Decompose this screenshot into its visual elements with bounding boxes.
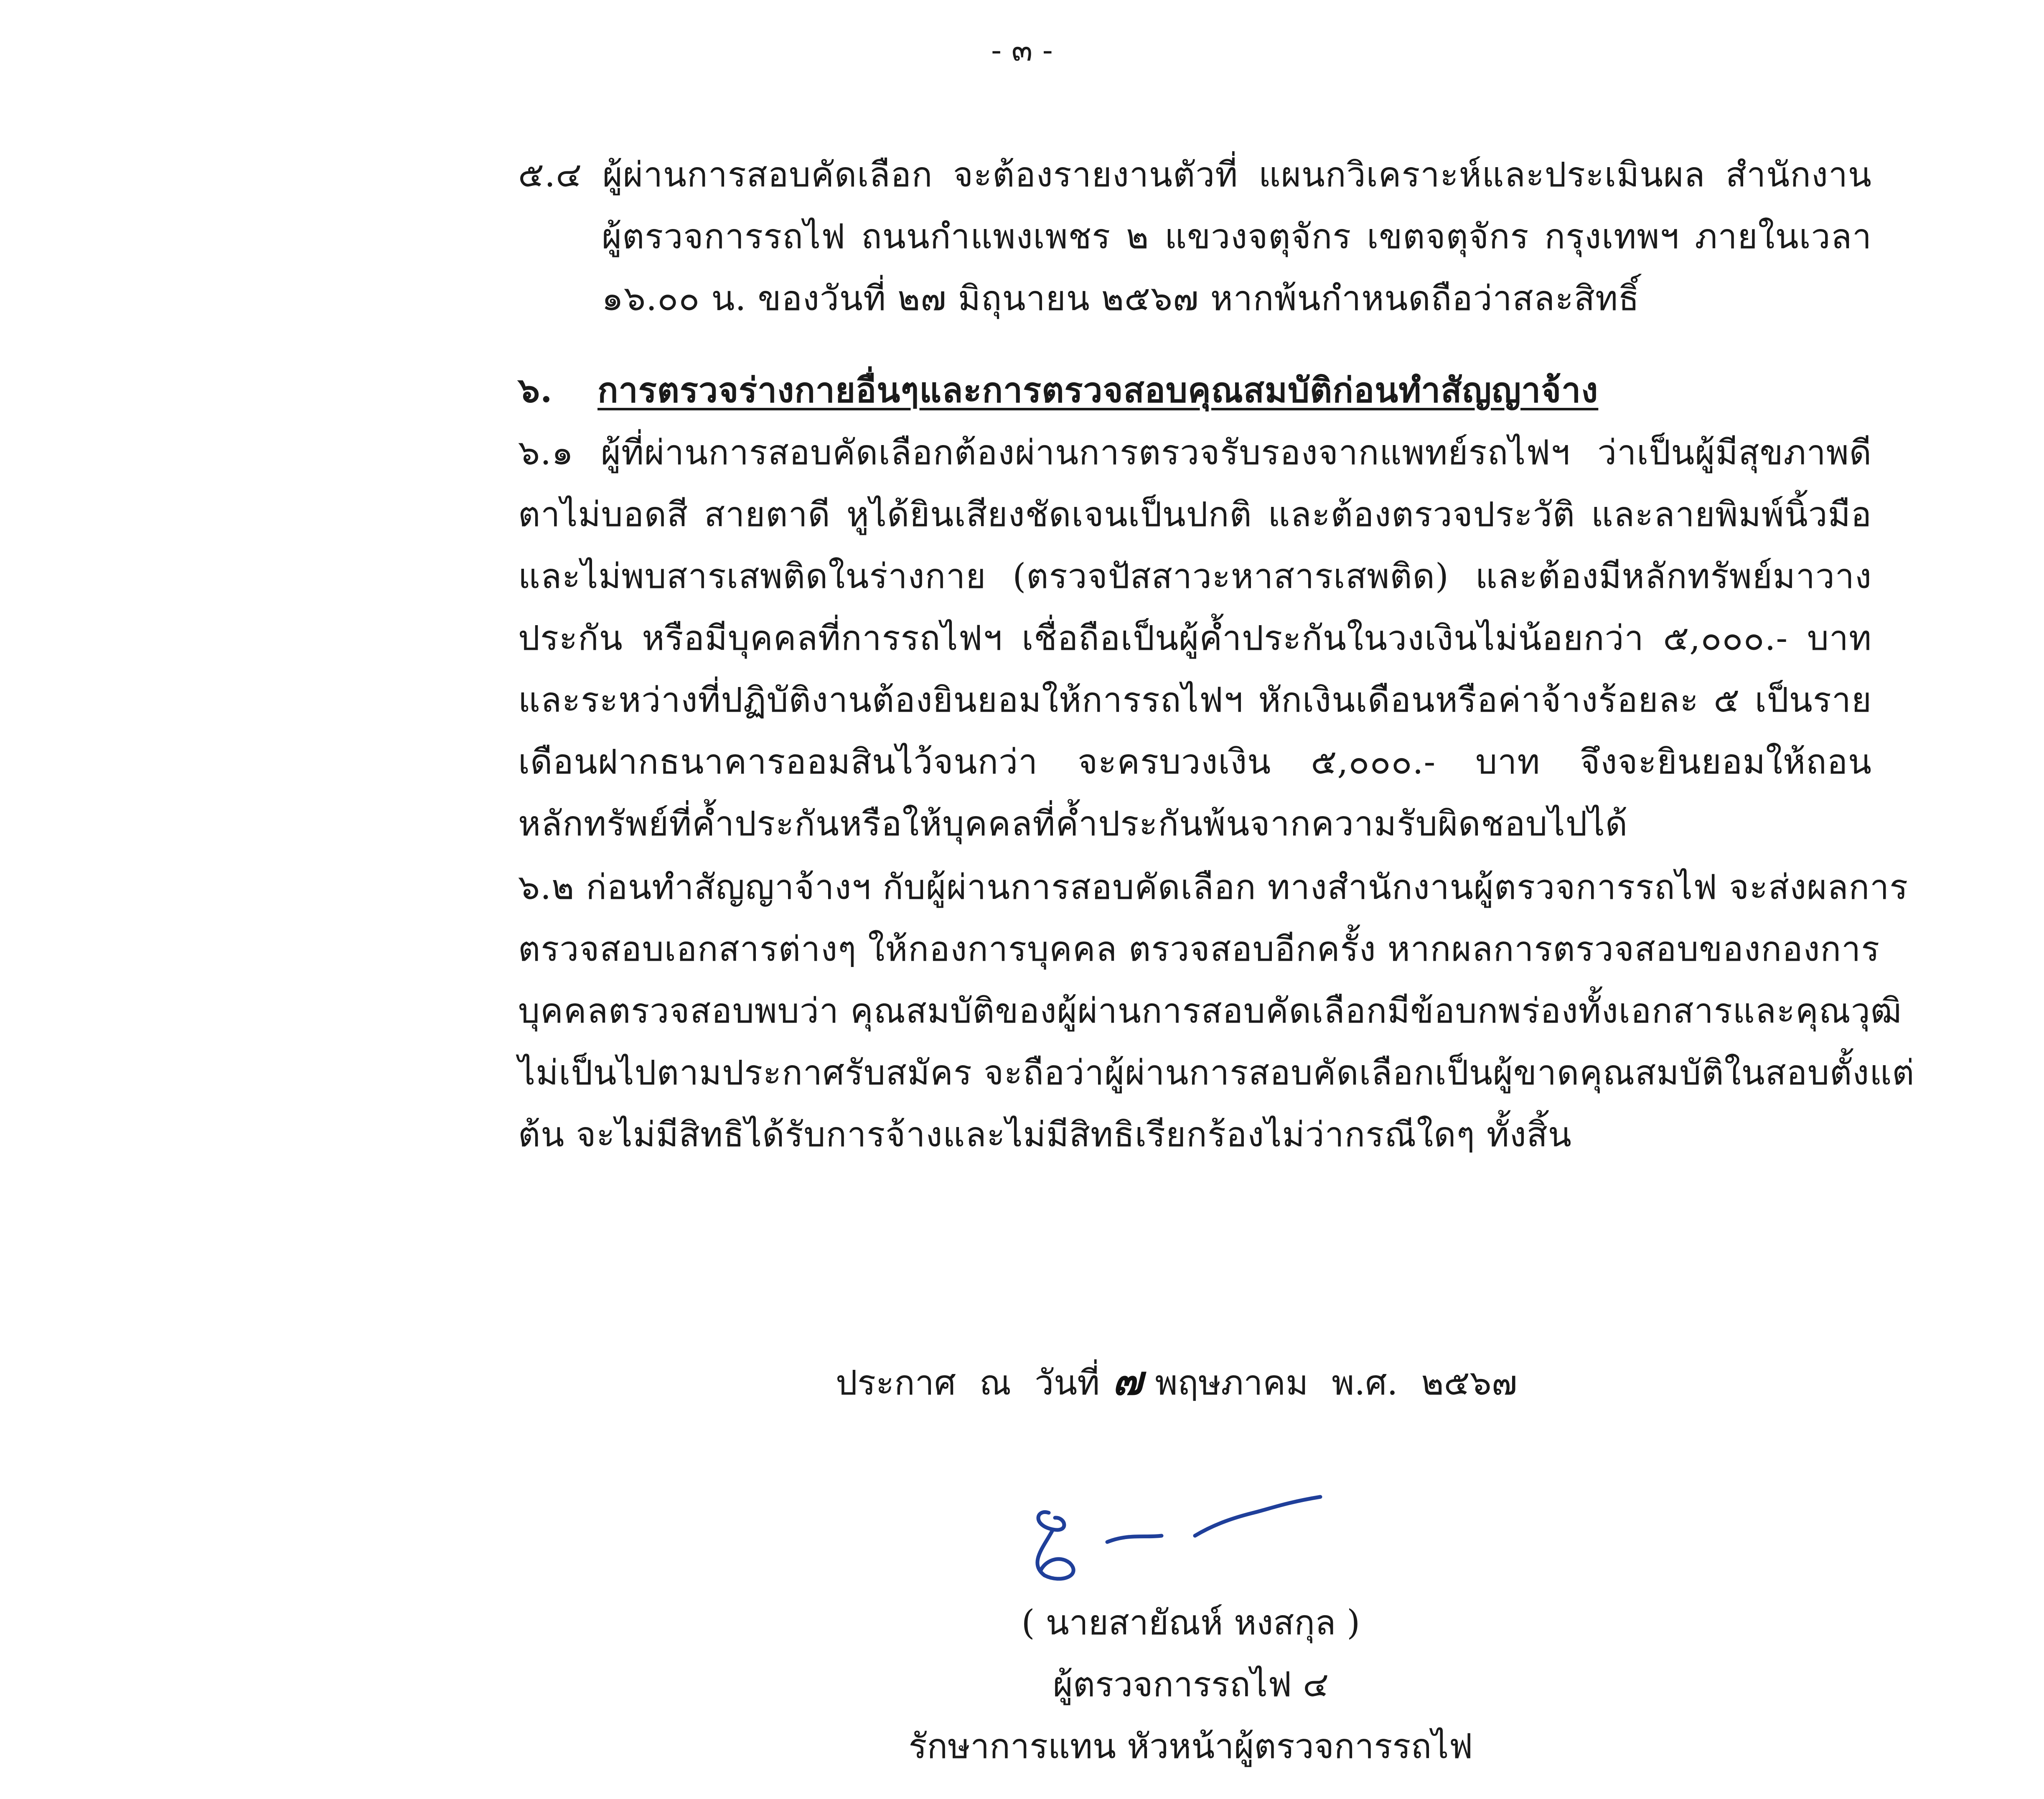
section-6-2-line-5: ต้น จะไม่มีสิทธิได้รับการจ้างและไม่มีสิทธิเรียกร้องไม่ว่ากรณีใดๆ ทั้งสิ้น [518, 1115, 1572, 1155]
section-6-1-line-5: และระหว่างที่ปฏิบัติงานต้องยินยอมให้การรถไฟฯ หักเงินเดือนหรือค่าจ้างร้อยละ ๕ เป็นราย [518, 680, 1872, 720]
section-6-2-line-4: ไม่เป็นไปตามประกาศรับสมัคร จะถือว่าผู้ผ่านการสอบคัดเลือกเป็นผู้ขาดคุณสมบัติในสอบตั้งแต่ [518, 1053, 1915, 1093]
section-6-2-line-1: ๖.๒ ก่อนทำสัญญาจ้างฯ กับผู้ผ่านการสอบคัดเลือก ทางสำนักงานผู้ตรวจการรถไฟ จะส่งผลการ [518, 868, 1909, 907]
section-6-number: ๖. [518, 370, 553, 410]
handwritten-signature [1019, 1479, 1354, 1605]
section-5-4-line-2: ผู้ตรวจการรถไฟ ถนนกำแพงเพชร ๒ แขวงจตุจักร เขตจตุจักร กรุงเทพฯ ภายในเวลา [602, 217, 1872, 257]
section-6-1-line-4: ประกัน หรือมีบุคคลที่การรถไฟฯ เชื่อถือเป็นผู้ค้ำประกันในวงเงินไม่น้อยกว่า ๕,๐๐๐.- บาท [518, 618, 1872, 658]
section-5-4 [518, 144, 1872, 330]
announcement-date [836, 1350, 1517, 1414]
section-6-1 [518, 422, 1872, 855]
signature-stroke-2 [1037, 1529, 1073, 1579]
section-5-4-line-1: ๕.๔ ผู้ผ่านการสอบคัดเลือก จะต้องรายงานตัวที่ แผนกวิเคราะห์และประเมินผล สำนักงาน [518, 155, 1872, 195]
section-5-4-line-3: ๑๖.๐๐ น. ของวันที่ ๒๗ มิถุนายน ๒๕๖๗ หากพ้นกำหนดถือว่าสละสิทธิ์ [602, 279, 1640, 318]
signer-name: ( นายสายัณห์ หงสกุล ) [1021, 1603, 1360, 1643]
announcement-suffix: พฤษภาคม พ.ศ. ๒๕๖๗ [1155, 1363, 1518, 1403]
section-6-1-line-7: หลักทรัพย์ที่ค้ำประกันหรือให้บุคคลที่ค้ำประกันพ้นจากความรับผิดชอบไปได้ [518, 804, 1628, 844]
signer-position: ผู้ตรวจการรถไฟ ๔ [1053, 1665, 1329, 1705]
section-6-2 [518, 857, 1915, 1166]
section-6-2-line-3: บุคคลตรวจสอบพบว่า คุณสมบัติของผู้ผ่านการสอบคัดเลือกมีข้อบกพร่องทั้งเอกสารและคุณวุฒิ [518, 991, 1902, 1031]
signer-acting-role: รักษาการแทน หัวหน้าผู้ตรวจการรถไฟ [908, 1727, 1473, 1766]
announcement-day-handwritten: ๗ [1112, 1357, 1143, 1404]
page-number: - ๓ - [991, 32, 1053, 68]
section-6-heading [518, 359, 1872, 421]
section-6-title: การตรวจร่างกายอื่นๆและการตรวจสอบคุณสมบัติก่อนทำสัญญาจ้าง [597, 370, 1599, 410]
signature-stroke-1 [1038, 1512, 1064, 1530]
section-6-1-line-6: เดือนฝากธนาคารออมสินไว้จนกว่า จะครบวงเงิน ๕,๐๐๐.- บาท จึงจะยินยอมให้ถอน [518, 742, 1872, 782]
section-6-1-line-1: ๖.๑ ผู้ที่ผ่านการสอบคัดเลือกต้องผ่านการตรวจรับรองจากแพทย์รถไฟฯ ว่าเป็นผู้มีสุขภาพดี [518, 433, 1872, 473]
section-6-1-line-2: ตาไม่บอดสี สายตาดี หูได้ยินเสียงชัดเจนเป็นปกติ และต้องตรวจประวัติ และลายพิมพ์นิ้วมือ [518, 495, 1872, 534]
signature-stroke-5 [1253, 1497, 1320, 1513]
section-6-1-line-3: และไม่พบสารเสพติดในร่างกาย (ตรวจปัสสาวะหาสารเสพติด) และต้องมีหลักทรัพย์มาวาง [518, 557, 1872, 596]
announcement-prefix: ประกาศ ณ วันที่ [836, 1363, 1100, 1403]
signature-stroke-3 [1107, 1536, 1162, 1542]
signature-stroke-4 [1195, 1513, 1253, 1536]
signer-block [836, 1592, 1546, 1778]
section-6-2-line-2: ตรวจสอบเอกสารต่างๆ ให้กองการบุคคล ตรวจสอบอีกครั้ง หากผลการตรวจสอบของกองการ [518, 929, 1880, 969]
